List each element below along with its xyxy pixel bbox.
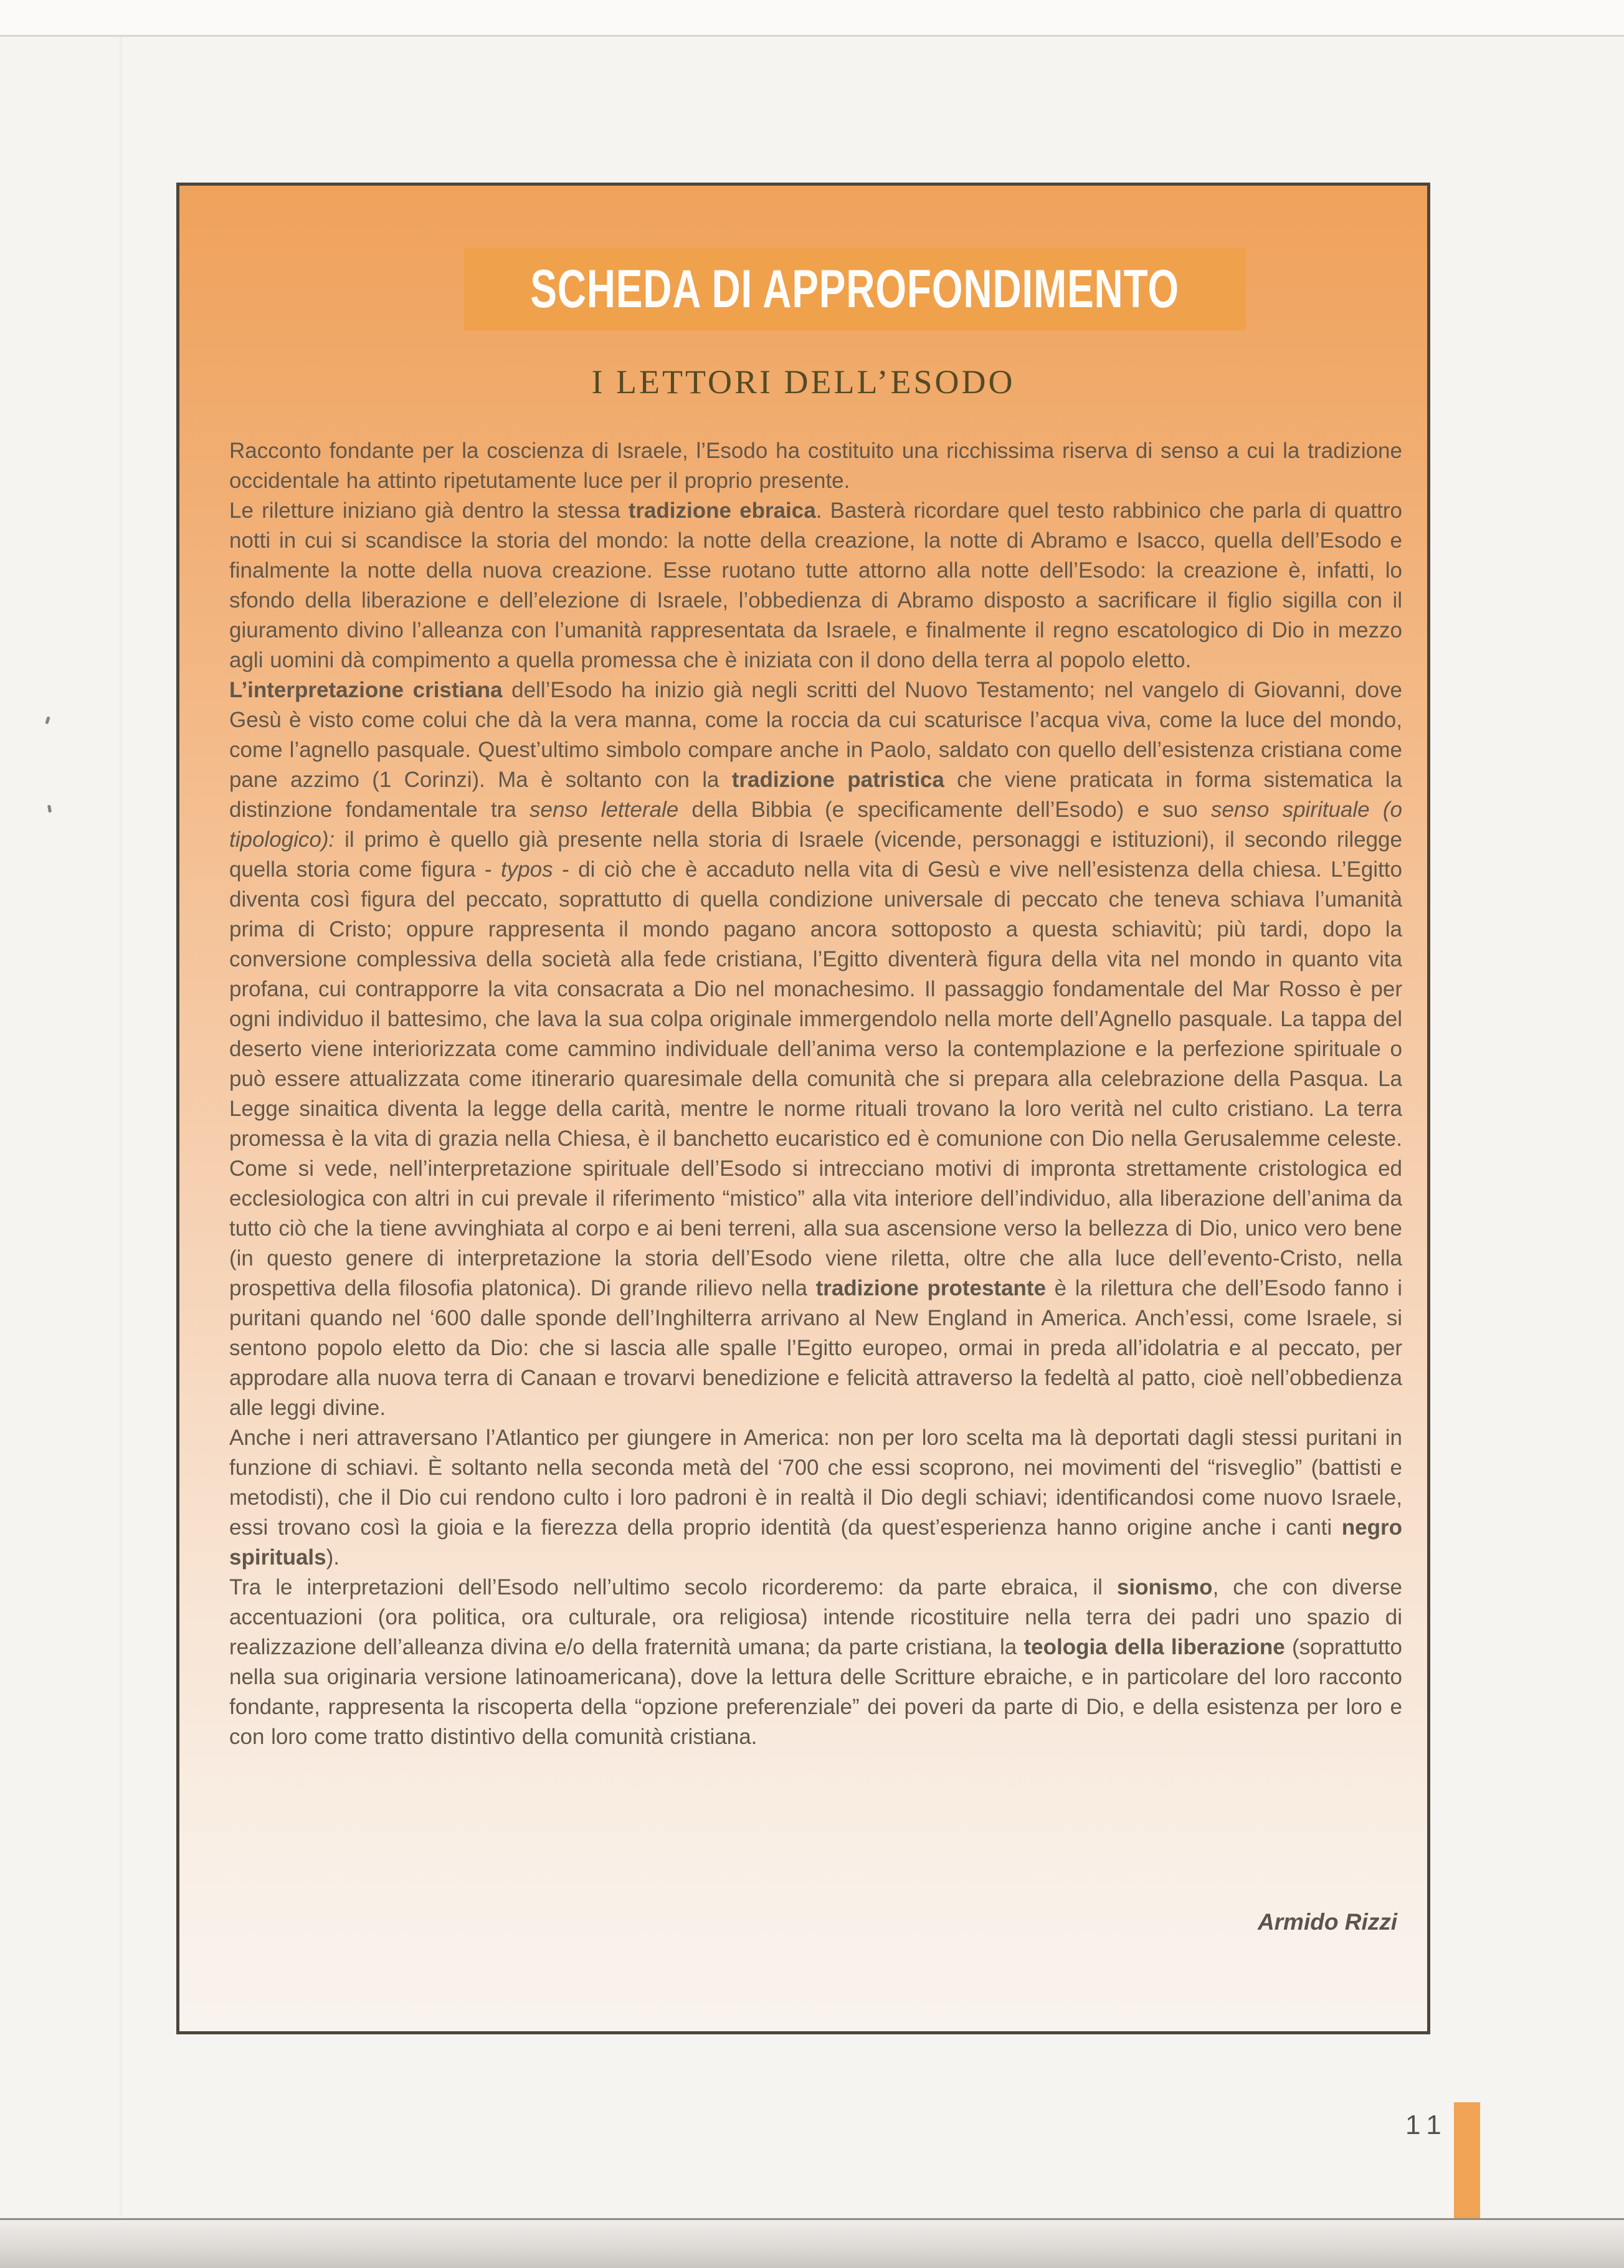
paragraph: Tra le interpretazioni dell’Esodo nell’ultimo secolo ricorderemo: da parte ebraica, il sionismo, che con diverse accentuazioni (ora politica, ora culturale, ora religiosa) intende ricostituire nella terra dei padri uno spazio di realizzazione dell’alleanza divina e/o della fraternità umana; da parte cristiana, la teologia della liberazione (soprattutto nella sua originaria versione latinoamericana), dove la lettura delle Scritture ebraiche, e in particolare del loro racconto fondante, rappresenta la riscoperta della “opzione preferenziale” dei poveri da parte di Dio, e della esistenza per loro e con loro come tratto distintivo della comunità cristiana.: [229, 1575, 1403, 1749]
paper-crease-vertical: [120, 36, 123, 2217]
article-body: [229, 436, 1402, 1752]
header-band: [464, 248, 1246, 330]
content-box: [176, 183, 1430, 2034]
author-signature: Armido Rizzi: [1257, 1909, 1397, 1935]
scan-bottom-strip: [0, 2220, 1624, 2268]
page-title: I LETTORI DELL’ESODO: [591, 363, 1015, 401]
paragraph: Racconto fondante per la coscienza di Israele, l’Esodo ha costituito una ricchissima riserva di senso a cui la tradizione occidentale ha attinto ripetutamente luce per il proprio presente.: [229, 439, 1402, 493]
paragraph: L’interpretazione cristiana dell’Esodo ha inizio già negli scritti del Nuovo Testamento; nel vangelo di Giovanni, dove Gesù è visto come colui che dà la vera manna, come la roccia da cui scaturisce l’acqua viva, come la luce del mondo, come l’agnello pasquale. Quest’ultimo simbolo compare anche in Paolo, saldato con quello dell’esistenza cristiana come pane azzimo (1 Corinzi). Ma è soltanto con la tradizione patristica che viene praticata in forma sistematica la distinzione fondamentale tra senso letterale della Bibbia (e specificamente dell’Esodo) e suo senso spirituale (o tipologico): il primo è quello già presente nella storia di Israele (vicende, personaggi e istituzioni), il secondo rilegge quella storia come figura - typos - di ciò che è accaduto nella vita di Gesù e vive nell’esistenza della chiesa. L’Egitto diventa così figura del peccato, soprattutto di quella condizione universale di peccato che teneva schiava l’umanità prima di Cristo; oppure rappresenta il mondo pagano ancora sottoposto a questa schiavitù; più tardi, dopo la conversione complessiva della società alla fede cristiana, l’Egitto diventerà figura della vita nel mondo in quanto vita profana, cui contrapporre la vita consacrata a Dio nel monachesimo. Il passaggio fondamentale del Mar Rosso è per ogni individuo il battesimo, che lava la sua colpa originale immergendolo nella morte dell’Agnello pasquale. La tappa del deserto viene interiorizzata come cammino individuale dell’anima verso la contemplazione e la perfezione spirituale o può essere attualizzata come itinerario quaresimale della comunità che si prepara alla celebrazione della Pasqua. La Legge sinaitica diventa la legge della carità, mentre le norme rituali trovano la loro verità nel culto cristiano. La terra promessa è la vita di grazia nella Chiesa, è il banchetto eucaristico ed è comunione con Dio nella Gerusalemme celeste. Come si vede, nell’interpretazione spirituale dell’Esodo si intrecciano motivi di impronta strettamente cristologica ed ecclesiologica con altri in cui prevale il riferimento “mistico” alla vita interiore dell’individuo, alla liberazione dell’anima da tutto ciò che la tiene avvinghiata al corpo e ai beni terreni, alla sua ascensione verso la bellezza di Dio, unico vero bene (in questo genere di interpretazione la storia dell’Esodo viene riletta, oltre che alla luce dell’evento-Cristo, nella prospettiva della filosofia platonica). Di grande rilievo nella tradizione protestante è la rilettura che dell’Esodo fanno i puritani quando nel ‘600 dalle sponde dell’Inghilterra arrivano al New England in America. Anch’essi, come Israele, si sentono popolo eletto da Dio: che si lascia alle spalle l’Egitto europeo, ormai in preda all’idolatria e al peccato, per approdare alla nuova terra di Canaan e trovarvi benedizione e felicità attraverso la fedeltà al patto, cioè nell’obbedienza alle leggi divine.: [229, 678, 1403, 1420]
page-number: 11: [1405, 2110, 1449, 2140]
header-label: SCHEDA DI APPROFONDIMENTO: [530, 259, 1180, 319]
paragraph: Le riletture iniziano già dentro la stessa tradizione ebraica. Basterà ricordare quel testo rabbinico che parla di quattro notti in cui si scandisce la storia del mondo: la notte della creazione, la notte di Abramo e Isacco, quella dell’Esodo e finalmente la notte della nuova creazione. Esse ruotano tutte attorno alla notte dell’Esodo: la creazione è, infatti, lo sfondo della liberazione e dell’elezione di Israele, l’obbedienza di Abramo disposto a sacrificare il figlio sigilla con il giuramento divino l’alleanza con l’umanità rappresentata da Israele, e finalmente il regno escatologico di Dio in mezzo agli uomini dà compimento a quella promessa che è iniziata con il dono della terra al popolo eletto.: [229, 498, 1403, 672]
page-top-margin: [0, 0, 1624, 35]
scan-speck: [45, 717, 50, 725]
decorative-orange-bar: [1454, 2102, 1480, 2219]
paper-crease-line: [0, 35, 1624, 37]
scan-speck: [47, 805, 52, 813]
paragraph: Anche i neri attraversano l’Atlantico per giungere in America: non per loro scelta ma là deportati dagli stessi puritani in funzione di schiavi. È soltanto nella seconda metà del ‘700 che essi scoprono, nei movimenti del “risveglio” (battisti e metodisti), che il Dio cui rendono culto i loro padroni è in realtà il Dio degli schiavi; identificandosi come nuovo Israele, essi trovano così la gioia e la fierezza della proprio identità (da quest’esperienza hanno origine anche i canti negro spirituals).: [229, 1426, 1402, 1570]
